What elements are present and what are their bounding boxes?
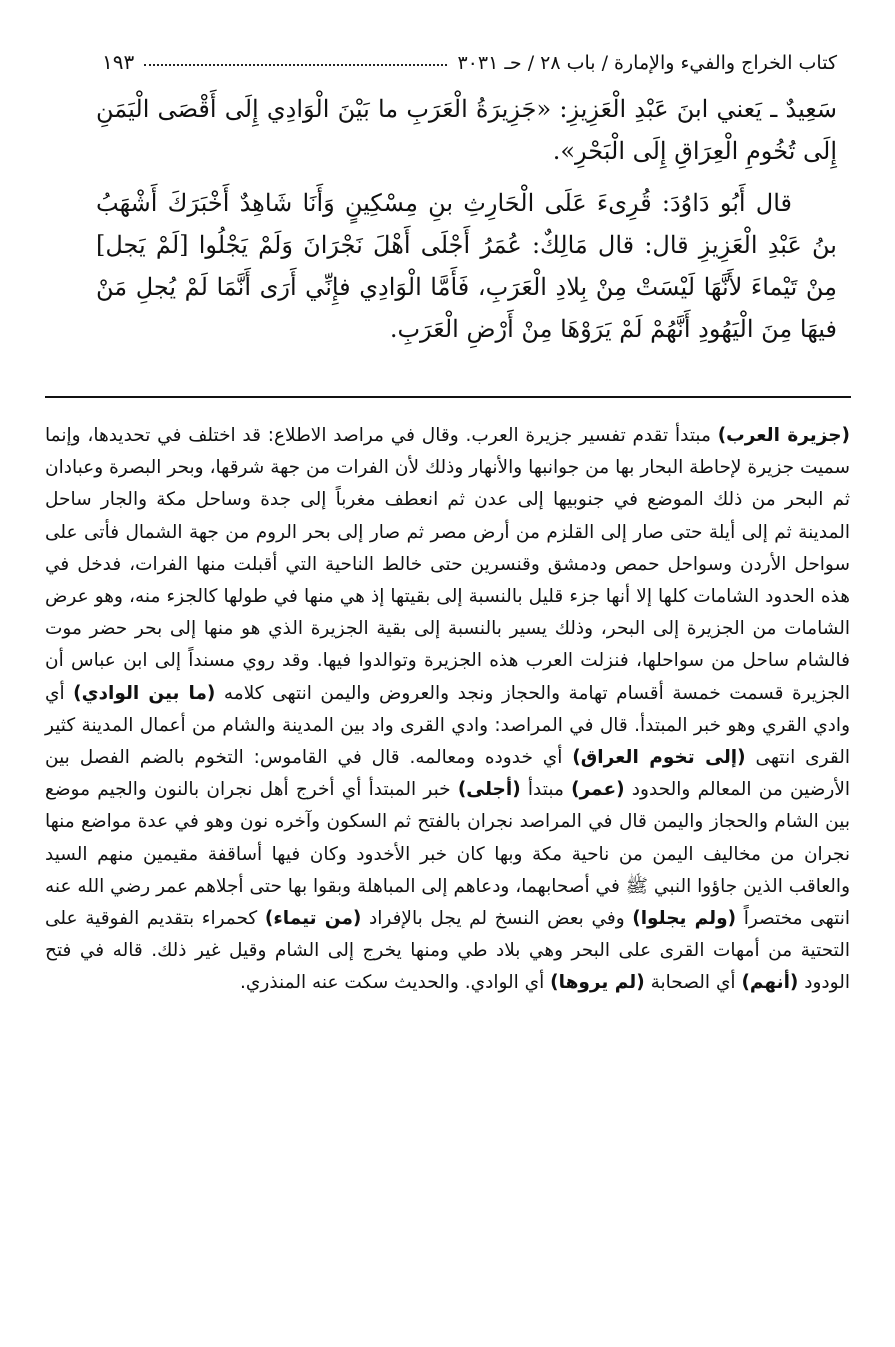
commentary-span: أي وادي القري وهو خبر المبتدأ. قال في المراصد: وادي القرى واد بين المدينة والشام من أعمال المدينة كثير القرى انتهى [45, 682, 850, 769]
commentary-keyword: (ما بين الوادي) [73, 682, 216, 704]
commentary-keyword: (لم يروها) [550, 972, 645, 994]
commentary-text [45, 420, 850, 1000]
commentary-span: خبر المبتدأ أي أخرج أهل نجران بالنون والجيم موضع بين الشام والحجاز واليمن قال في المراصد نجران بالفتح ثم السكون وآخره نون وهو في عدة مواضع منها نجران من مخاليف اليمن من ناحية مكة وبها كان خبر الأخدود وكان فيها أساقفة مقيمين منهم السيد والعاقب الذين جاؤوا النبي ﷺ في أصحابهما، ودعاهم إلى المباهلة وبقوا بها حتى أجلاهم عمر رضي الله عنه انتهى مختصراً [45, 779, 850, 930]
hadith-paragraph-1: سَعِيدٌ ـ يَعني ابنَ عَبْدِ الْعَزِيزِ: «جَزِيرَةُ الْعَرَبِ ما بَيْنَ الْوَادِي إِلَى أَقْصَى الْيَمَنِ إِلَى تُخُومِ الْعِرَاقِ إِلَى الْبَحْرِ». [96, 95, 837, 165]
commentary-keyword: (أجلى) [457, 779, 521, 801]
footnote-separator [45, 396, 851, 398]
commentary-keyword: (جزيرة العرب) [717, 425, 850, 446]
commentary-span: كحمراء بتقديم الفوقية على التحتية من أمهات القرى على البحر وهي بلاد طي ومنها يخرج إلى الشام وقيل غير ذلك. قاله في فتح الودود [45, 908, 850, 994]
commentary-span: مبتدأ [520, 779, 572, 801]
commentary-keyword: (أنهم) [741, 972, 799, 994]
page-number: ١٩٣ [102, 50, 135, 74]
commentary-keyword: (إلى تخوم العراق) [572, 747, 746, 769]
commentary-span: مبتدأ تقدم تفسير جزيرة العرب. وقال في مراصد الاطلاع: قد اختلف في تحديدها، وإنما سميت جزيرة لإحاطة البحار بها من جوانبها والأنهار وذلك لأن الفرات من جهة شرقها، وبحر البصرة وعبادان ثم البحر من ذلك الموضع في جنوبيها إلى عدن ثم انعطف مغرباً إلى جدة وساحل مكة والجار ساحل المدينة ثم إلى أيلة حتى صار إلى القلزم من أرض مصر ثم صار إلى بحر الروم من جهة الشمال فأتى على سواحل الأردن وسواحل حمص ودمشق وقنسرين حتى خالط الناحية التي أقبلت منها الفرات، فدخل في هذه الحدود الشامات كلها إلا أنها جزء قليل بالنسبة إلى بقيتها إذ هي منها في طولها كالجزء منه، وهو عرض الشامات من الجزيرة إلى البحر، وذلك يسير بالنسبة إلى بقية الجزيرة الذي هو منها إلى بحر حضر موت فالشام ساحل من سواحلها، فنزلت العرب هذه الجزيرة وتوالدوا فيها. وقد روي مسنداً إلى ابن عباس أن الجزيرة قسمت خمسة أقسام تهامة والحجاز ونجد والعروض واليمن انتهى كلامه [45, 425, 850, 704]
commentary-span: وفي بعض النسخ لم يجل بالإفراد [361, 908, 633, 930]
running-header [102, 38, 837, 74]
commentary-keyword: (عمر) [571, 779, 625, 801]
dotted-leader [144, 63, 447, 66]
commentary-keyword: (من تيماء) [264, 908, 362, 930]
hadith-text [96, 88, 837, 360]
commentary-span: أي خدوده ومعالمه. قال في القاموس: التخوم بالضم الفصل بين الأرضين من المعالم والحدود [45, 747, 851, 801]
commentary-span: أي الصحابة [644, 972, 742, 994]
header-title: كتاب الخراج والفيء والإمارة / باب ٢٨ / حـ ٣٠٣١ [457, 52, 837, 74]
commentary-span: أي الوادي. والحديث سكت عنه المنذري. [240, 972, 551, 994]
hadith-paragraph-2: قال أَبُو دَاوُدَ: قُرِىءَ عَلَى الْحَارِثِ بنِ مِسْكِينٍ وَأَنَا شَاهِدٌ أَخْبَرَكَ أَشْهَبُ بنُ عَبْدِ الْعَزِيزِ قال: قال مَالِكٌ: عُمَرُ أَجْلَى أَهْلَ نَجْرَانَ وَلَمْ يَجْلُوا [لَمْ يَجل] مِنْ تَيْماءَ لأَنَّهَا لَيْسَتْ مِنْ بِلادِ الْعَرَبِ، فَأَمَّا الْوَادِي فإِنِّي أَرَى أَنَّمَا لَمْ يُجلِ مَنْ فيهَا مِنَ الْيَهُودِ أَنَّهُمْ لَمْ يَرَوْهَا مِنْ أَرْضِ الْعَرَبِ. [96, 189, 838, 343]
commentary-keyword: (ولم يجلوا) [632, 908, 737, 930]
